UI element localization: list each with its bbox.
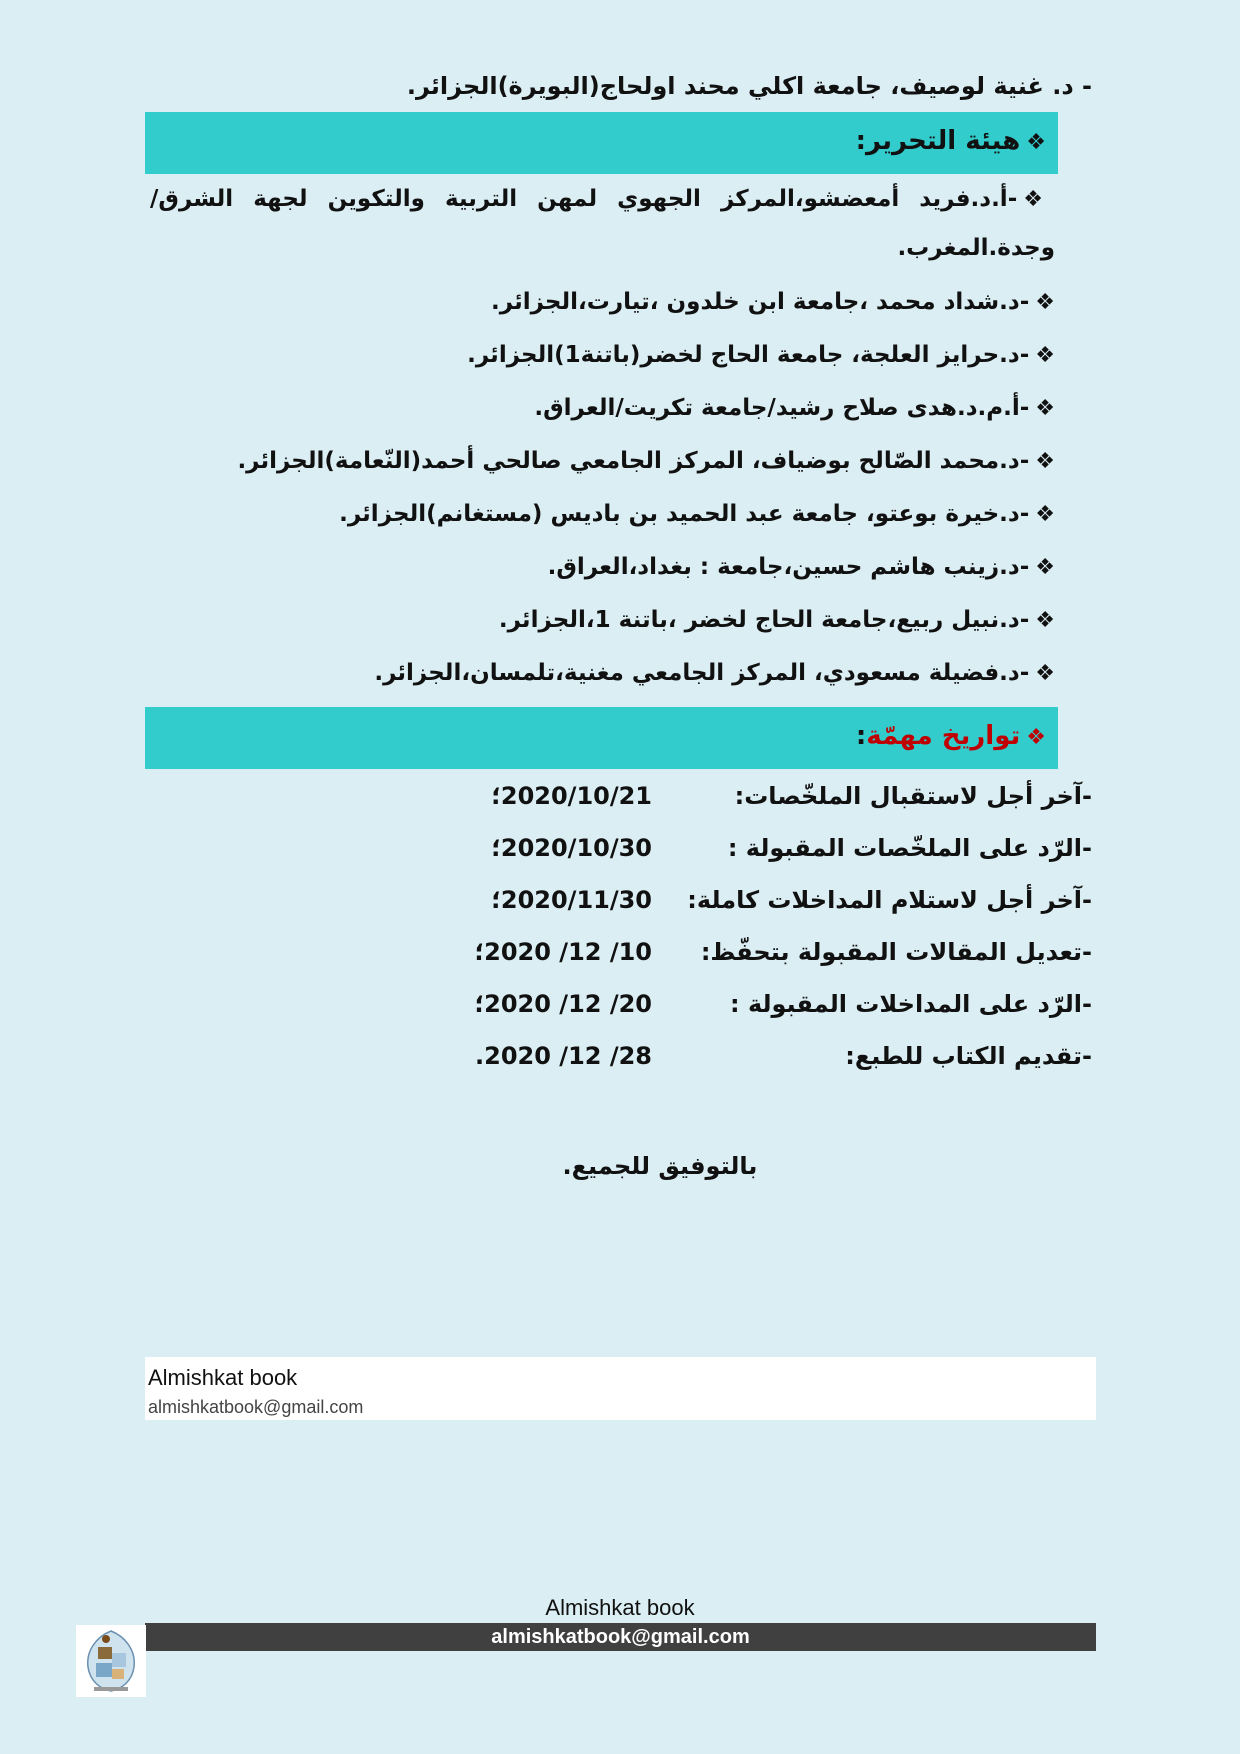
list-item bbox=[150, 333, 1055, 378]
editorial-heading bbox=[856, 126, 1046, 156]
date-value: 10/ 12/ 2020؛ bbox=[474, 938, 652, 966]
member-text: -د.شداد محمد ،جامعة ابن خلدون ،تيارت،الجزائر. bbox=[491, 289, 1030, 315]
contact-name: Almishkat book bbox=[148, 1365, 298, 1390]
editorial-list bbox=[150, 175, 1055, 704]
diamond-bullet-icon: ❖ bbox=[1035, 661, 1055, 686]
dates-list bbox=[372, 770, 1092, 1082]
date-value: 2020/11/30؛ bbox=[491, 886, 652, 914]
list-item bbox=[150, 492, 1055, 537]
date-row bbox=[372, 978, 1092, 1030]
date-value: 20/ 12/ 2020؛ bbox=[474, 990, 652, 1018]
publisher-logo-icon bbox=[76, 1625, 146, 1697]
dates-heading-text: تواريخ مهمّة bbox=[866, 721, 1021, 751]
date-row bbox=[372, 926, 1092, 978]
list-item bbox=[150, 280, 1055, 325]
date-value: 2020/10/30؛ bbox=[491, 834, 652, 862]
list-item bbox=[150, 175, 1055, 272]
editorial-heading-text: هيئة التحرير: bbox=[855, 126, 1021, 156]
member-text: -د.زينب هاشم حسين،جامعة : بغداد،العراق. bbox=[547, 554, 1030, 580]
editorial-heading-band bbox=[145, 112, 1058, 174]
diamond-bullet-icon: ❖ bbox=[1026, 130, 1046, 155]
diamond-bullet-icon: ❖ bbox=[1035, 343, 1055, 368]
list-item bbox=[150, 439, 1055, 484]
diamond-bullet-icon: ❖ bbox=[1035, 608, 1055, 633]
diamond-bullet-icon: ❖ bbox=[1026, 725, 1046, 750]
diamond-bullet-icon: ❖ bbox=[1035, 449, 1055, 474]
contact-box bbox=[145, 1357, 1096, 1420]
member-text: -د.فضيلة مسعودي، المركز الجامعي مغنية،تلمسان،الجزائر. bbox=[374, 660, 1030, 686]
dates-heading-colon: : bbox=[855, 721, 867, 751]
diamond-bullet-icon: ❖ bbox=[1023, 187, 1055, 212]
member-text: -د.حرايز العلجة، جامعة الحاج لخضر(باتنة1)الجزائر. bbox=[467, 342, 1030, 368]
date-row bbox=[372, 822, 1092, 874]
dates-heading bbox=[856, 721, 1046, 751]
member-text: -د.محمد الصّالح بوضياف، المركز الجامعي صالحي أحمد(النّعامة)الجزائر. bbox=[237, 448, 1030, 474]
member-text: -أ.م.د.هدى صلاح رشيد/جامعة تكريت/العراق. bbox=[534, 395, 1030, 421]
member-text: -د.نبيل ربيع،جامعة الحاج لخضر ،باتنة 1،الجزائر. bbox=[498, 607, 1030, 633]
date-label: -الرّد على المداخلات المقبولة : bbox=[729, 990, 1092, 1018]
contact-email-link[interactable]: almishkatbook@gmail.com bbox=[148, 1397, 364, 1417]
dates-heading-band bbox=[145, 707, 1058, 769]
date-label: -تقديم الكتاب للطبع: bbox=[845, 1042, 1092, 1070]
diamond-bullet-icon: ❖ bbox=[1035, 396, 1055, 421]
date-value: 2020/10/21؛ bbox=[491, 782, 652, 810]
list-item bbox=[150, 598, 1055, 643]
closing-text: بالتوفيق للجميع. bbox=[562, 1152, 758, 1180]
date-row bbox=[372, 1030, 1092, 1082]
footer-email-link[interactable]: almishkatbook@gmail.com bbox=[145, 1623, 1096, 1651]
date-label: -الرّد على الملخّصات المقبولة : bbox=[727, 834, 1092, 862]
footer-name: Almishkat book bbox=[545, 1595, 695, 1620]
member-text: -د.خيرة بوعتو، جامعة عبد الحميد بن باديس (مستغانم)الجزائر. bbox=[339, 501, 1030, 527]
date-label: -آخر أجل لاستقبال الملخّصات: bbox=[734, 782, 1092, 810]
diamond-bullet-icon: ❖ bbox=[1035, 290, 1055, 315]
diamond-bullet-icon: ❖ bbox=[1035, 555, 1055, 580]
date-label: -تعديل المقالات المقبولة بتحفّظ: bbox=[700, 938, 1092, 966]
list-item bbox=[150, 386, 1055, 431]
date-row bbox=[372, 770, 1092, 822]
date-row bbox=[372, 874, 1092, 926]
list-item bbox=[150, 545, 1055, 590]
date-value: 28/ 12/ 2020. bbox=[475, 1042, 652, 1070]
list-item bbox=[150, 651, 1055, 696]
member-text: -أ.د.فريد أمعضشو،المركز الجهوي لمهن التربية والتكوين لجهة الشرق/ وجدة.المغرب. bbox=[150, 186, 1055, 261]
date-label: -آخر أجل لاستلام المداخلات كاملة: bbox=[687, 886, 1092, 914]
diamond-bullet-icon: ❖ bbox=[1035, 502, 1055, 527]
intro-line: - د. غنية لوصيف، جامعة اكلي محند اولحاج(البويرة)الجزائر. bbox=[406, 72, 1092, 100]
